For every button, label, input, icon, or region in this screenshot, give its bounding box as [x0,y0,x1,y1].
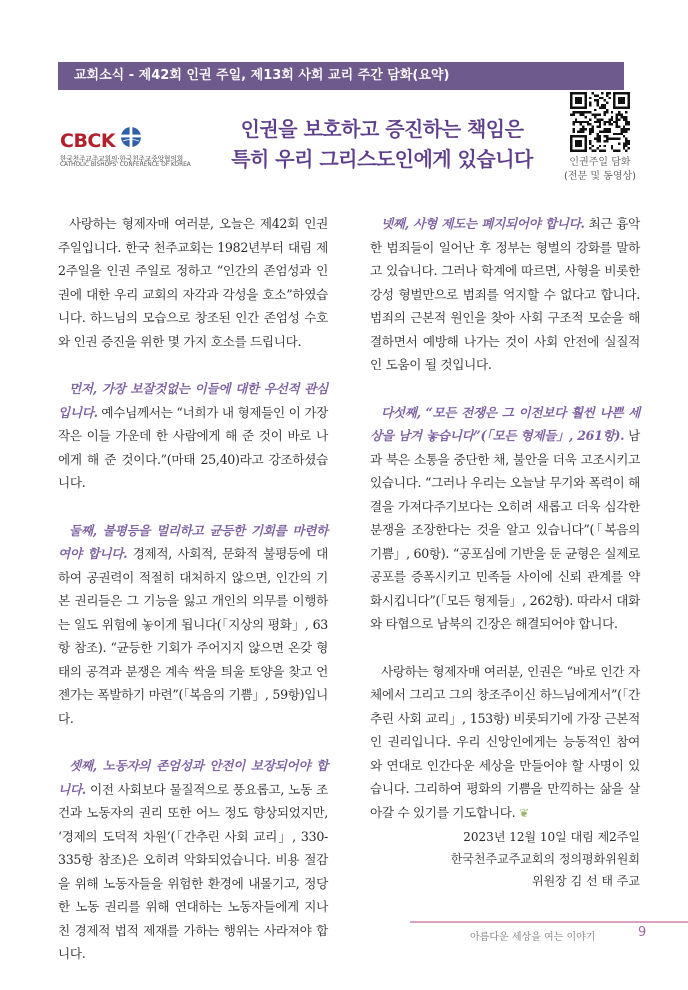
page-number: 9 [638,925,647,940]
paragraph [370,660,640,826]
paragraph-text: 최근 흉악한 범죄들이 일어난 후 정부는 형벌의 강화를 말하고 있습니다. 그러나 학계에 따르면, 사형을 비롯한 강성 형벌만으로 범죄를 억지할 수 없다고 합니다. 범죄의 근본적 원인을 찾아 사회 구조적 모순을 해결하면서 예방해 나가는 것이 사회 안전에 실질적인 도움이 될 것입니다. [370,216,640,372]
cbck-logo [60,126,225,178]
paragraph [370,212,640,377]
paragraph [370,401,640,636]
cross-globe-icon [120,126,142,148]
left-column [58,212,328,990]
paragraph-heading: 둘째, 불평등을 멀리하고 균등한 기회를 마련하여야 합니다. [58,522,328,561]
paragraph [58,212,328,353]
paragraph-heading: 넷째, 사형 제도는 폐지되어야 합니다. [381,216,585,231]
section-banner: 교회소식 - 제42회 인권 주일, 제13회 사회 교리 주간 담화(요약) [58,62,624,90]
paragraph [58,754,328,966]
signature-organization: 한국천주교주교회의 정의평화위원회 [450,852,640,866]
logo-acronym: CBCK [60,130,116,152]
signature-date: 2023년 12월 10일 대림 제2주일 [463,830,640,844]
signature-name: 위원장 김 선 태 주교 [532,874,640,888]
paragraph [58,377,328,495]
headline-line-2: 특히 우리 그리스도인에게 있습니다 [231,147,533,171]
qr-caption-line-2: (전문 및 동영상) [563,171,637,182]
logo-subtitle-en: CATHOLIC BISHOPS' CONFERENCE OF KOREA [60,162,191,168]
paragraph [58,519,328,731]
footer-tagline: 아름다운 세상을 여는 이야기 [470,932,596,943]
signature-block [370,826,640,892]
paragraph-text: 사랑하는 형제자매 여러분, 인권은 “바로 인간 자체에서 그리고 그의 창조주이신 하느님에게서”(「간추린 사회 교리」, 153항) 비롯되기에 가장 근본적인 권리입니다. 우리 신앙인에게는 능동적인 참여와 연대로 인간다운 세상을 만들어야 할 사명이 있습니다. 그리하여 평화의 기쁨을 만끽하는 삶을 살아갈 수 있기를 기도합니다. [370,663,640,820]
paragraph-text: 사랑하는 형제자매 여러분, 오늘은 제42회 인권 주일입니다. 한국 천주교회는 1982년부터 대림 제2주일을 인권 주일로 정하고 “인간의 존엄성과 인권에 대한 우리 교회의 자각과 각성을 호소”하였습니다. 하느님의 모습으로 창조된 인간 존엄성 수호와 인권 증진을 위한 몇 가지 호소를 드립니다. [58,216,328,349]
footer-divider [410,921,688,923]
right-column [370,212,640,849]
paragraph-heading: 먼저, 가장 보잘것없는 이들에 대한 우선적 관심입니다. [58,381,328,420]
paragraph-heading: 셋째, 노동자의 존엄성과 안전이 보장되어야 합니다. [58,758,328,797]
qr-caption [554,156,646,184]
logo-subtitle-ko: 한국천주교주교회의·한국천주교중앙협의회 [60,155,184,163]
qr-caption-line-1: 인권주일 담화 [569,157,631,168]
paragraph-heading: 다섯째, “모든 전쟁은 그 이전보다 훨씬 나쁜 세상을 남겨 놓습니다”(「모든 형제들」, 261항). [370,404,640,443]
qr-code-icon[interactable] [570,92,630,152]
headline [212,114,552,174]
paragraph-text: 예수님께서는 “너희가 내 형제들인 이 가장 작은 이들 가운데 한 사람에게 해 준 것이 바로 나에게 해 준 것이다.”(마태 25,40)라고 강조하셨습니다. [58,404,328,490]
paragraph-text: 이전 사회보다 물질적으로 풍요롭고, 노동 조건과 노동자의 권리 또한 어느 정도 향상되었지만, ‘경제의 도덕적 차원’(「간추린 사회 교리」, 330-335항 참조)은 오히려 악화되었습니다. 비용 절감을 위해 노동자들을 위험한 환경에 내몰기고, 정당한 노동 권리를 위해 연대하는 노동자들에게 지나친 경제적 법적 제재를 가하는 행위는 사라져야 합니다. [58,781,328,961]
paragraph-text: 경제적, 사회적, 문화적 불평등에 대하여 공권력이 적절히 대처하지 않으면, 인간의 기본 권리들은 그 기능을 잃고 개인의 의무를 이행하는 일도 위험에 놓이게 됩니다(「지상의 평화」, 63항 참조). “균등한 기회가 주어지지 않으면 온갖 형태의 공격과 분쟁은 계속 싹을 틔울 토양을 찾고 언젠가는 폭발하기 마련”(「복음의 기쁨」, 59항)입니다. [58,546,329,726]
leaf-ornament-icon: ❦ [519,805,529,820]
headline-line-1: 인권을 보호하고 증진하는 책임은 [240,117,524,141]
paragraph-text: 남과 북은 소통을 중단한 채, 불안을 더욱 고조시키고 있습니다. “그러나 우리는 오늘날 무기와 폭력이 해결을 가져다주기보다는 오히려 새롭고 더욱 심각한 분쟁을 조장한다는 것을 알고 있습니다”(「복음의 기쁨」, 60항). “공포심에 기반을 둔 균형은 실제로 공포를 증폭시키고 민족들 사이에 신뢰 관계를 약화시킵니다”(「모든 형제들」, 262항). 따라서 대화와 타협으로 남북의 긴장은 해결되어야 합니다. [370,428,640,631]
